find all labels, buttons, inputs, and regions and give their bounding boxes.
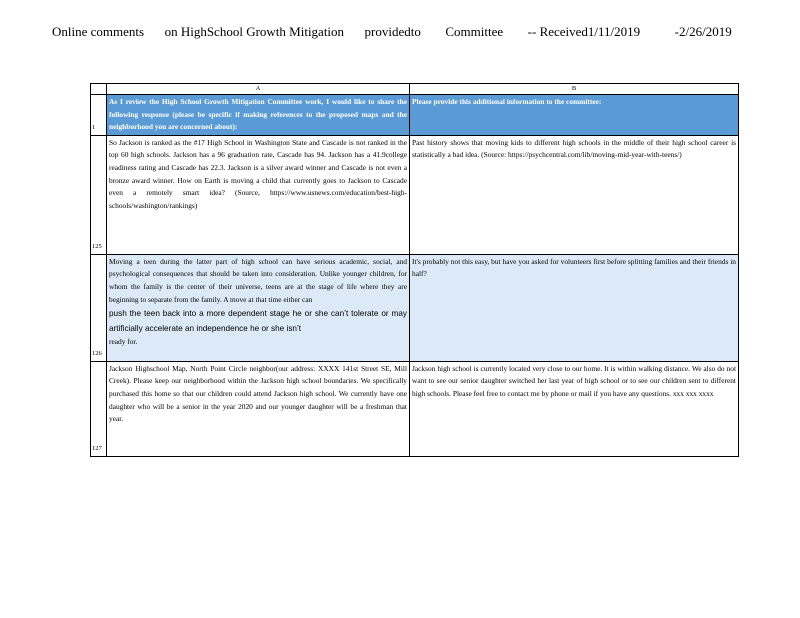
comment-cell-b[interactable]: It's probably not this easy, but have you asked for volunteers first before splitting families and their friends in half? <box>410 254 739 361</box>
column-header-row <box>91 84 739 95</box>
comment-text-end: ready for. <box>109 337 138 347</box>
title-part-2: on HighSchool Growth Mitigation <box>164 24 345 39</box>
row-number[interactable]: 1 <box>91 95 107 136</box>
comment-text-large: push the teen back into a more dependent stage he or she can’t tolerate or may artificially accelerate an independence he or she isn’t <box>109 309 407 334</box>
table-row <box>91 254 739 361</box>
comments-sheet <box>90 83 739 457</box>
comment-text: Moving a teen during the latter part of high school can have serious academic, social, and psychological consequences that should be taken into consideration. Unlike younger children, for whom the family is the center of their universe, teens are at the stage of life where they are beginning to separate from the family. A move at that time either can <box>109 256 407 304</box>
comment-cell-a[interactable] <box>107 254 410 361</box>
corner-cell <box>91 84 107 95</box>
title-part-4: Committee <box>445 24 504 39</box>
prompt-cell-a[interactable]: As I review the High School Growth Mitigation Committee work, I would like to share the following response (please be specific if making references to the proposed maps and the neighborhood you are concerned about): <box>107 95 410 136</box>
row-number[interactable]: 127 <box>91 361 107 456</box>
comment-cell-b[interactable]: Jackson high school is currently located very close to our home. It is within walking distance. We also do not want to see our senior daughter switched her last year of high school or to see our children sent to different high schools. Please feel free to contact me by phone or mail if you have any questions. xxx xxx xxxx <box>410 361 739 456</box>
title-part-3: providedto <box>364 24 421 39</box>
column-header-b[interactable]: B <box>410 84 739 95</box>
table-row <box>91 361 739 456</box>
comment-cell-a[interactable]: Jackson Highschool Map, North Point Circle neighbor(our address: XXXX 141st Street SE, Mill Creek). Please keep our neighborhood within the Jackson high school boundaries. We specifically purchased this home so that our children could attend Jackson high school. We currently have one daughter who will be a senior in the year 2020 and our younger daughter will be a freshman that year. <box>107 361 410 456</box>
row-number[interactable]: 125 <box>91 135 107 254</box>
comment-cell-b[interactable]: Past history shows that moving kids to different high schools in the middle of their high school career is statistically a bad idea. (Source: https://psychcentral.com/lib/moving-mid-year-with-teens/) <box>410 135 739 254</box>
table-row <box>91 95 739 136</box>
prompt-cell-b[interactable]: Please provide this additional information to the committee: <box>410 95 739 136</box>
comment-cell-a[interactable]: So Jackson is ranked as the #17 High School in Washington State and Cascade is not ranked in the top 60 high schools. Jackson has a 96 graduation rate, Cascade has 94. Jackson has a 41.9college readiness rating and Cascade has 22.3. Jackson is a silver award winner and Cascade is not even a bronze award winner. How on Earth is moving a child that currently goes to Jackson to Cascade even a remotely smart idea? (Source, https://www.usnews.com/education/best-high-schools/washington/rankings) <box>107 135 410 254</box>
row-number[interactable]: 126 <box>91 254 107 361</box>
table-row <box>91 135 739 254</box>
title-part-5: -- Received1/11/2019 <box>527 24 641 39</box>
title-part-1: Online comments <box>52 24 145 39</box>
column-header-a[interactable]: A <box>107 84 410 95</box>
title-part-6: -2/26/2019 <box>674 24 732 39</box>
document-title <box>52 24 732 40</box>
